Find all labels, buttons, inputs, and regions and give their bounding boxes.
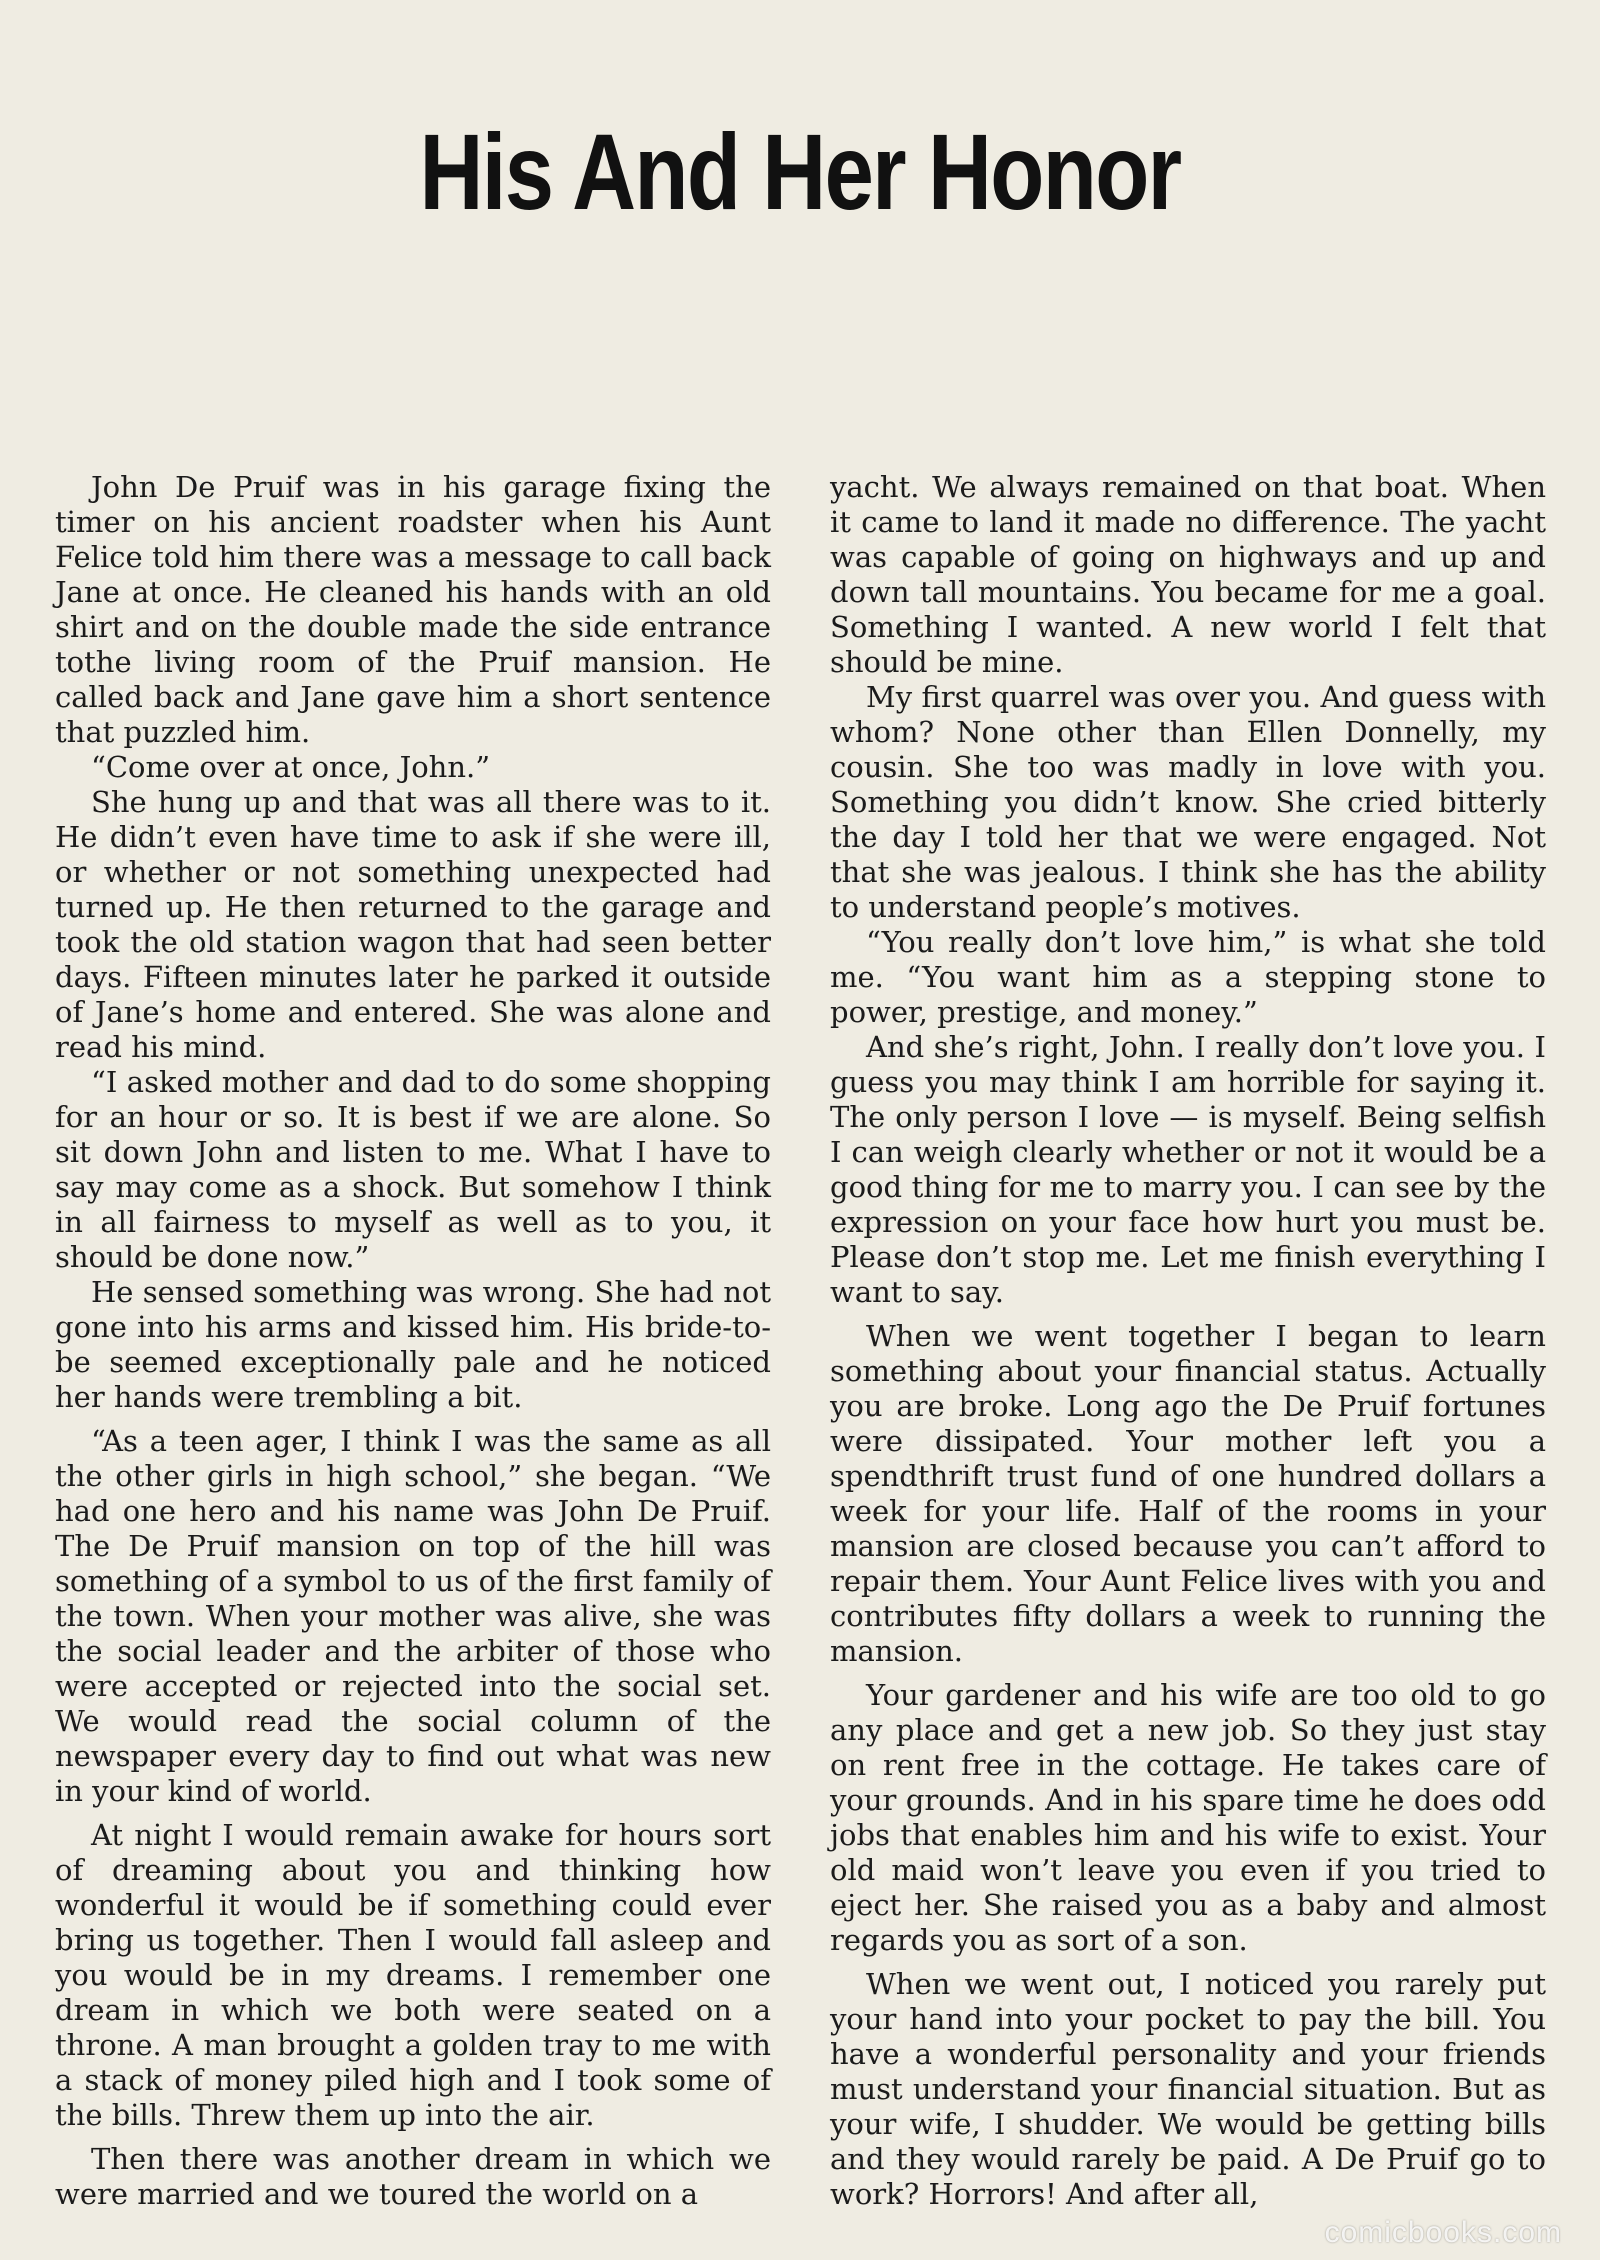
paragraph: When we went out, I noticed you rarely put your hand into your pocket to pay the bill. You have a wonderful personality and your friends must understand your financial situation. But as your wife, I shudder. We would be getting bills and they would rarely be paid. A De Pruif go to work? Horrors! And after all, (830, 1967, 1546, 2211)
paragraph: “Come over at once, John.” (91, 750, 491, 784)
paragraph: When we went together I began to learn something about your financial status. Actually you are broke. Long ago the De Pruif fortunes were dissipated. Your mother left you a spendthrift trust fund of one hundred dollars a week for your life. Half of the rooms in your mansion are closed because you can’t afford to repair them. Your Aunt Felice lives with you and contributes fifty dollars a week to running the mansion. (830, 1319, 1546, 1668)
paragraph: My first quarrel was over you. And guess with whom? None other than Ellen Donnelly, my cousin. She too was madly in love with you. Something you didn’t know. She cried bitterly the day I told her that we were engaged. Not that she was jealous. I think she has the ability to understand people’s motives. (830, 680, 1546, 924)
left-column (55, 470, 771, 2212)
paragraph: He sensed something was wrong. She had not gone into his arms and kissed him. His bride-to-be seemed exceptionally pale and he noticed her hands were trembling a bit. (55, 1275, 771, 1414)
paragraph: She hung up and that was all there was to it. He didn’t even have time to ask if she were ill, or whether or not something unexpected had turned up. He then returned to the garage and took the old station wagon that had seen better days. Fifteen minutes later he parked it outside of Jane’s home and entered. She was alone and read his mind. (55, 785, 771, 1064)
article-title: His And Her Honor (419, 111, 1181, 232)
watermark: comicbooks.com (1324, 2216, 1562, 2249)
paragraph: Your gardener and his wife are too old to go any place and get a new job. So they just stay on rent free in the cottage. He takes care of your grounds. And in his spare time he does odd jobs that enables him and his wife to exist. Your old maid won’t leave you even if you tried to eject her. She raised you as a baby and almost regards you as sort of a son. (830, 1678, 1546, 1957)
paragraph: Then there was another dream in which we were married and we toured the world on a (55, 2142, 771, 2211)
paragraph: yacht. We always remained on that boat. When it came to land it made no difference. The yacht was capable of going on highways and up and down tall mountains. You became for me a goal. Something I wanted. A new world I felt that should be mine. (830, 470, 1546, 679)
paragraph: “I asked mother and dad to do some shopping for an hour or so. It is best if we are alone. So sit down John and listen to me. What I have to say may come as a shock. But somehow I think in all fairness to myself as well as to you, it should be done now.” (55, 1065, 771, 1274)
right-column (830, 470, 1546, 2212)
paragraph: “You really don’t love him,” is what she told me. “You want him as a stepping stone to power, prestige, and money.” (830, 925, 1546, 1029)
paragraph: And she’s right, John. I really don’t love you. I guess you may think I am horrible for saying it. The only person I love — is myself. Being selfish I can weigh clearly whether or not it would be a good thing for me to marry you. I can see by the expression on your face how hurt you must be. Please don’t stop me. Let me finish everything I want to say. (830, 1030, 1546, 1309)
paragraph: At night I would remain awake for hours sort of dreaming about you and thinking how wonderful it would be if something could ever bring us together. Then I would fall asleep and you would be in my dreams. I remember one dream in which we both were seated on a throne. A man brought a golden tray to me with a stack of money piled high and I took some of the bills. Threw them up into the air. (55, 1818, 771, 2132)
paragraph: “As a teen ager, I think I was the same as all the other girls in high school,” she began. “We had one hero and his name was John De Pruif. The De Pruif mansion on top of the hill was something of a symbol to us of the first family of the town. When your mother was alive, she was the social leader and the arbiter of those who were accepted or rejected into the social set. We would read the social column of the newspaper every day to find out what was new in your kind of world. (55, 1424, 771, 1808)
paragraph: John De Pruif was in his garage fixing the timer on his ancient roadster when his Aunt Felice told him there was a message to call back Jane at once. He cleaned his hands with an old shirt and on the double made the side entrance tothe living room of the Pruif mansion. He called back and Jane gave him a short sentence that puzzled him. (55, 470, 771, 749)
